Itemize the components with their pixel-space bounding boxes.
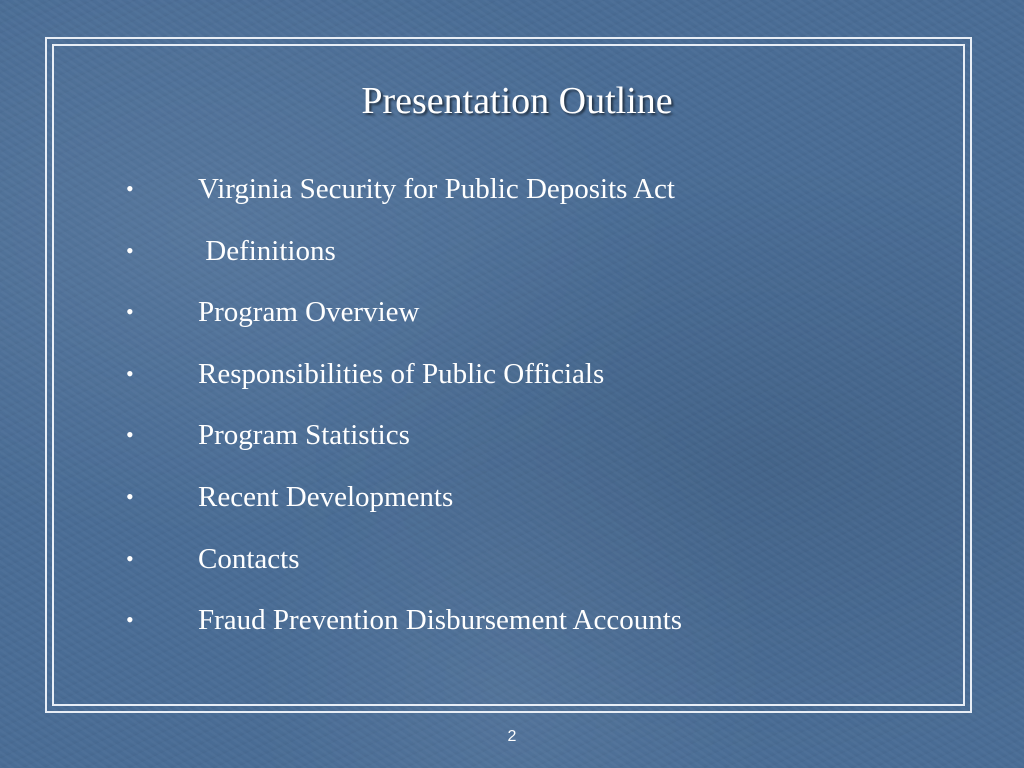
bullet-icon: • [126,237,134,263]
outline-item-text: Program Statistics [198,419,410,452]
outline-list [126,168,682,661]
outline-item [126,538,682,600]
outline-item-text: Fraud Prevention Disbursement Accounts [198,604,683,637]
outline-item-text: Definitions [198,234,336,267]
bullet-icon: • [126,607,134,633]
outline-item [126,168,682,230]
bullet-icon: • [126,545,134,571]
outline-item-text: Recent Developments [198,480,454,513]
bullet-icon: • [126,422,134,448]
page-number: 2 [507,728,517,745]
outline-item-text: Program Overview [198,296,420,329]
outline-item [126,353,682,415]
bullet-icon: • [126,176,134,201]
slide-title: Presentation Outline [361,80,673,122]
bullet-icon: • [126,299,134,325]
outline-item-text: Contacts [198,542,300,575]
outline-item [126,599,682,661]
outline-item-text: Responsibilities of Public Officials [198,357,605,390]
bullet-icon: • [126,483,134,509]
bullet-icon: • [126,360,134,386]
outline-item [126,476,682,538]
outline-item [126,291,682,353]
outline-item [126,414,682,476]
outline-item-text: Virginia Security for Public Deposits Act [198,173,675,205]
outline-item [126,230,682,292]
